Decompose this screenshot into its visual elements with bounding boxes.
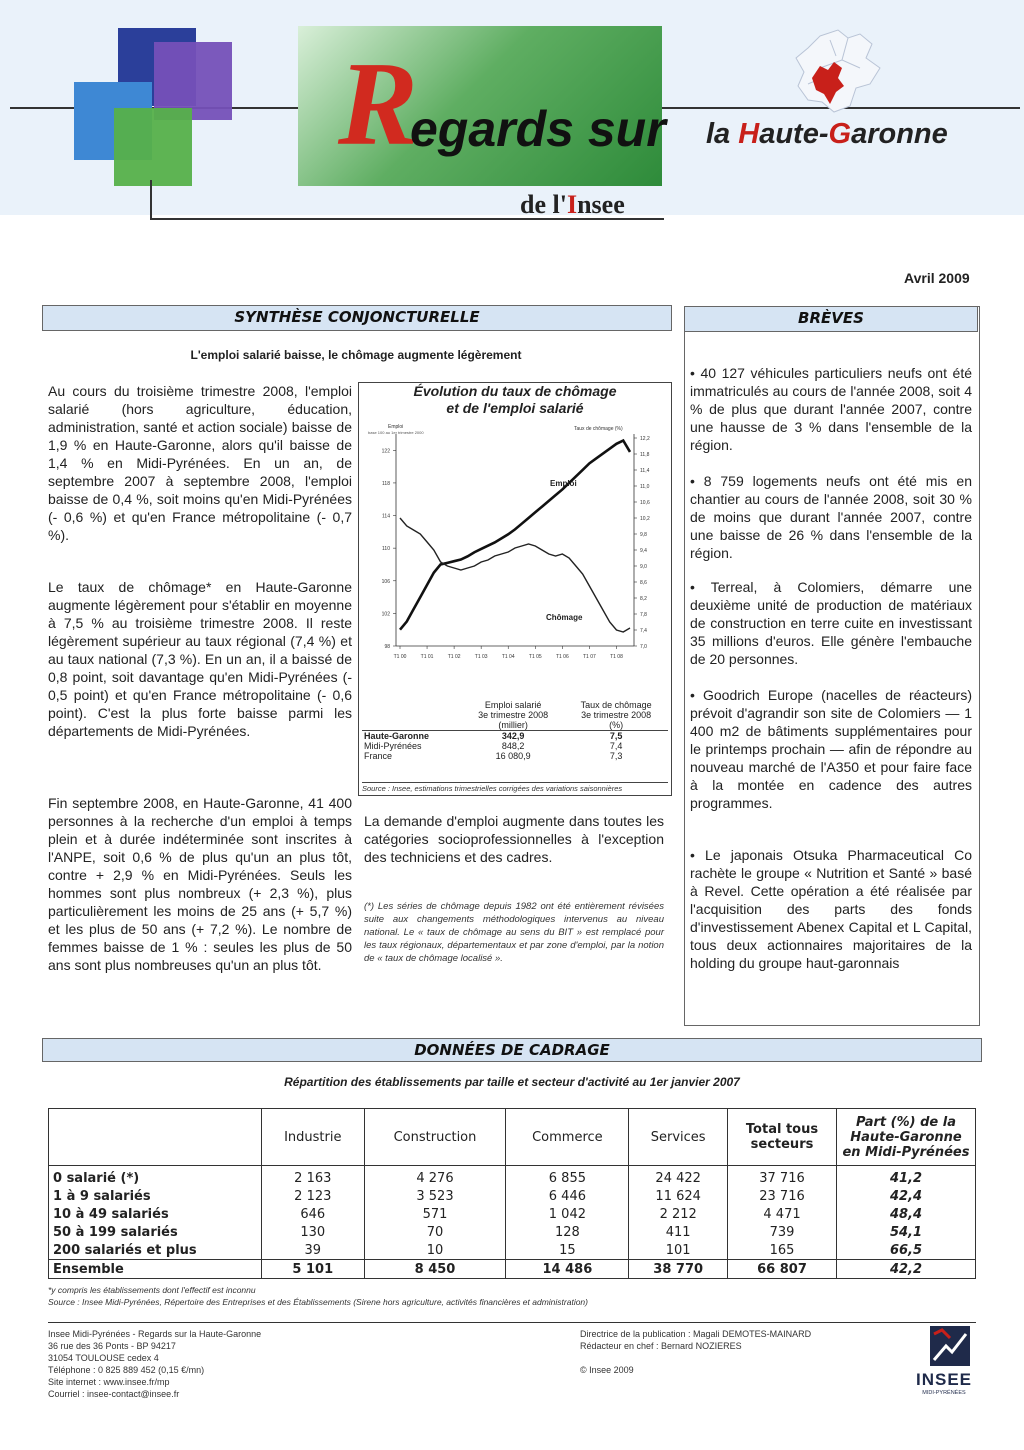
title-initial: R xyxy=(338,37,419,170)
region-mid: aute- xyxy=(759,118,829,150)
footer-credits xyxy=(580,1328,900,1376)
table-row xyxy=(49,1166,976,1188)
row-label: 50 à 199 salariés xyxy=(49,1223,262,1241)
cadrage-heading: DONNÉES DE CADRAGE xyxy=(42,1038,982,1062)
chart-title xyxy=(372,383,658,417)
left-tick-label: 114 xyxy=(382,513,390,520)
footer-address xyxy=(48,1328,428,1400)
cadrage-source: Source : Insee Midi-Pyrénées, Répertoire des Entreprises et des Établissements (Sirene hors agriculture, activités financières et administration) xyxy=(48,1297,588,1307)
right-tick-label: 9,8 xyxy=(640,532,647,538)
table-cell: 1 042 xyxy=(506,1205,629,1223)
region-g: G xyxy=(828,118,852,150)
publisher-rest: nsee xyxy=(577,190,625,219)
row-label: 1 à 9 salariés xyxy=(49,1187,262,1205)
right-tick-label: 10,2 xyxy=(640,516,650,522)
chart-title-line-1: Évolution du taux de chômage xyxy=(413,383,617,399)
col-header-part: Part (%) de la Haute-Garonne en Midi-Pyrénées xyxy=(837,1109,976,1166)
table-cell: 42,4 xyxy=(837,1187,976,1205)
mini-row-taux: 7,4 xyxy=(609,741,623,751)
mini-table-header-emploi xyxy=(462,700,564,731)
table-cell: 41,2 xyxy=(837,1166,976,1188)
right-tick-label: 8,6 xyxy=(640,580,647,586)
x-tick-label: T1 01 xyxy=(420,654,434,660)
table-cell: 646 xyxy=(262,1205,365,1223)
issue-date: Avril 2009 xyxy=(904,270,970,286)
left-tick-label: 106 xyxy=(381,578,390,585)
breve-item: • Goodrich Europe (nacelles de réacteurs) prévoit d'agrandir son site de Colomiers — 1 400 m2 de bâtiments supplémentaires pour le printemps prochain — afin de répondre au nouveau marché de l'A350 et pour faire face à la montée en cadence des autres programmes. xyxy=(690,687,972,811)
breve-item: • 40 127 véhicules particuliers neufs ont été immatriculés au cours de l'année 2008, soit 4 % de plus que durant l'année 2007, contre une hausse de 3 % dans l'ensemble de la région. xyxy=(690,365,972,453)
table-cell: 2 123 xyxy=(262,1187,365,1205)
x-tick-label: T1 04 xyxy=(501,654,515,660)
mini-row-label: France xyxy=(364,751,393,761)
x-tick-label: T1 06 xyxy=(555,654,569,660)
mini-h1-line-1: Emploi salarié xyxy=(484,700,542,710)
footer-line: Rédacteur en chef : Bernard NOZIERES xyxy=(580,1341,742,1351)
table-cell: 70 xyxy=(364,1223,506,1241)
left-tick-label: 98 xyxy=(384,644,390,650)
x-tick-label: T1 03 xyxy=(474,654,488,660)
region-map-icon xyxy=(790,28,886,114)
table-cell: 37 716 xyxy=(728,1166,837,1188)
right-tick-label: 11,0 xyxy=(640,484,650,490)
synthese-paragraph-3: Fin septembre 2008, en Haute-Garonne, 41 400 personnes à la recherche d'un emploi à temps plein et à durée indéterminée sont inscrites à l'ANPE, soit 0,6 % de plus qu'un an plus tôt, contre + 2,9 % en Midi-Pyrénées. Seuls les hommes sont plus nombreux (+ 2,3 %), plus particulièrement les moins de 25 ans (+ 5,7 %) et les plus de 50 ans (+ 7,2 %). Le nombre de femmes baisse de 1 % : seules les plus de 50 ans sont plus nombreuses qu'un an plus tôt. xyxy=(48,795,352,973)
logo-square-green xyxy=(114,108,192,186)
table-cell: 66,5 xyxy=(837,1241,976,1260)
x-tick-label: T1 05 xyxy=(528,654,542,660)
footer-line: 36 rue des 36 Ponts - BP 94217 xyxy=(48,1341,176,1351)
footer-line: Directrice de la publication : Magali DEMOTES-MAINARD xyxy=(580,1329,812,1339)
table-row xyxy=(362,731,668,742)
table-cell: 48,4 xyxy=(837,1205,976,1223)
insee-logo-sub: MIDI-PYRÉNÉES xyxy=(922,1390,966,1396)
x-tick-label: T1 00 xyxy=(393,654,407,660)
footer-line: Site internet : www.insee.fr/mp xyxy=(48,1377,170,1387)
chart-title-line-2: et de l'emploi salarié xyxy=(446,400,584,416)
insee-logo-icon xyxy=(930,1326,970,1366)
mini-h2-line-3: (%) xyxy=(609,720,624,730)
table-cell: 2 212 xyxy=(629,1205,728,1223)
table-cell: 128 xyxy=(506,1223,629,1241)
table-cell: 4 471 xyxy=(728,1205,837,1223)
mini-row-taux: 7,3 xyxy=(609,751,623,761)
row-label: Ensemble xyxy=(49,1260,262,1279)
breve-item: • Le japonais Otsuka Pharmaceutical Co rachète le groupe « Nutrition et Santé » basé à Revel. Cette opération a été réalisée par l'acquisition des parts des fonds d'investissement Abenex Capital et L Capital, tous deux actionnaires majoritaires de la holding du groupe haut-garonnais xyxy=(690,847,972,971)
left-tick-label: 118 xyxy=(382,480,390,487)
table-cell: 6 855 xyxy=(506,1166,629,1188)
right-tick-label: 10,6 xyxy=(640,500,650,506)
table-row xyxy=(49,1241,976,1260)
table-cell: 5 101 xyxy=(262,1260,365,1279)
chomage-footnote: (*) Les séries de chômage depuis 1982 ont été entièrement révisées suite aux changements méthodologiques intervenus au niveau national. Le « taux de chômage au sens du BIT » est remplacé pour les taux régionaux, départementaux et par zone d'emploi, par la notion de « taux de chômage localisé ». xyxy=(364,901,664,964)
table-cell: 571 xyxy=(364,1205,506,1223)
publisher-initial: I xyxy=(566,190,578,219)
right-tick-label: 11,4 xyxy=(640,468,650,474)
breve-item: • 8 759 logements neufs ont été mis en chantier au cours de l'année 2008, soit 30 % de moins que durant l'année 2007, contre une baisse de 26 % dans l'ensemble de la région. xyxy=(690,473,972,561)
series-label-emploi: Emploi xyxy=(550,479,577,489)
synthese-heading: SYNTHÈSE CONJONCTURELLE xyxy=(42,305,672,331)
breves-heading: BRÈVES xyxy=(684,306,978,332)
right-tick-label: 12,2 xyxy=(640,436,650,442)
col-header: Industrie xyxy=(262,1109,365,1166)
mini-row-emploi: 16 080,9 xyxy=(495,751,531,761)
publisher xyxy=(520,190,625,220)
region-name xyxy=(706,118,948,151)
table-cell: 23 716 xyxy=(728,1187,837,1205)
table-cell: 130 xyxy=(262,1223,365,1241)
series-chomage-line xyxy=(400,518,630,632)
table-row xyxy=(49,1223,976,1241)
left-axis-label: Emploi xyxy=(388,424,404,430)
col-header-total: Total tous secteurs xyxy=(728,1109,837,1166)
footer-line: 31054 TOULOUSE cedex 4 xyxy=(48,1353,159,1363)
region-post: aronne xyxy=(851,118,948,150)
table-cell: 39 xyxy=(262,1241,365,1260)
mini-table-header-taux xyxy=(564,700,668,731)
footer-line: © Insee 2009 xyxy=(580,1365,634,1375)
footer-line: Courriel : insee-contact@insee.fr xyxy=(48,1389,180,1399)
mini-row-emploi: 342,9 xyxy=(501,731,525,741)
cadrage-note: *y compris les établissements dont l'effectif est inconnu xyxy=(48,1285,256,1295)
table-row xyxy=(362,751,668,761)
right-tick-label: 9,4 xyxy=(640,548,647,554)
right-tick-label: 11,8 xyxy=(640,452,650,458)
breve-item: • Terreal, à Colomiers, démarre une deuxième unité de production de matériaux de construction en terre cuite en investissant 35 millions d'euros. Elle génère l'embauche de 20 personnes. xyxy=(690,579,972,667)
right-tick-label: 7,8 xyxy=(640,612,647,618)
synthese-paragraph-2: Le taux de chômage* en Haute-Garonne augmente légèrement pour s'établir en moyenne à 7,5 % au troisième trimestre 2008. Il reste légèrement supérieur au taux régional (7,4 %) et au taux national (7,3 %). En un an, il a baissé de 0,8 point, soit davantage qu'en Midi-Pyrénées (- 0,5 point) et qu'en France métropolitaine (- 0,6 point). C'est la plus forte baisse parmi les départements de Midi-Pyrénées. xyxy=(48,579,352,739)
footer-rule xyxy=(48,1322,976,1323)
right-tick-label: 8,2 xyxy=(640,596,647,602)
cadrage-table-title: Répartition des établissements par taille et secteur d'activité au 1er janvier 2007 xyxy=(284,1075,740,1089)
table-cell: 2 163 xyxy=(262,1166,365,1188)
mini-h2-line-1: Taux de chômage xyxy=(580,700,652,710)
mini-row-taux: 7,5 xyxy=(609,731,623,741)
left-axis-sublabel: base 100 au 1er trimestre 2000 xyxy=(368,430,424,435)
left-tick-label: 110 xyxy=(382,546,390,553)
col-header: Commerce xyxy=(506,1109,629,1166)
table-cell: 11 624 xyxy=(629,1187,728,1205)
row-label: 200 salariés et plus xyxy=(49,1241,262,1260)
table-cell: 4 276 xyxy=(364,1166,506,1188)
mini-table-source: Source : Insee, estimations trimestrielles corrigées des variations saisonnières xyxy=(362,782,668,793)
table-row xyxy=(49,1187,976,1205)
cadrage-table xyxy=(48,1108,976,1279)
mini-row-label: Midi-Pyrénées xyxy=(364,741,422,751)
publication-title: egards sur xyxy=(410,101,666,157)
table-row xyxy=(49,1205,976,1223)
table-row-total xyxy=(49,1260,976,1279)
footer-line: Insee Midi-Pyrénées - Regards sur la Haute-Garonne xyxy=(48,1329,262,1339)
right-tick-label: 7,4 xyxy=(640,628,647,634)
table-cell: 24 422 xyxy=(629,1166,728,1188)
table-cell: 38 770 xyxy=(629,1260,728,1279)
footer-line: Téléphone : 0 825 889 452 (0,15 €/mn) xyxy=(48,1365,205,1375)
mini-h1-line-3: (millier) xyxy=(498,720,528,730)
x-tick-label: T1 02 xyxy=(447,654,461,660)
row-label: 10 à 49 salariés xyxy=(49,1205,262,1223)
line-chart xyxy=(362,420,668,672)
region-pre: la xyxy=(706,118,739,150)
synthese-paragraph-1: Au cours du troisième trimestre 2008, l'emploi salarié (hors agriculture, éducation, administration, santé et action sociale) baisse de 1,9 % en Haute-Garonne, alors qu'il baisse de 1,4 % en Midi-Pyrénées. En un an, de septembre 2007 à septembre 2008, l'emploi baisse de 0,4 %, soit moins qu'en Midi-Pyrénées (- 0,6 %) et qu'en France métropolitaine (- 0,7 %). xyxy=(48,383,352,543)
right-tick-label: 9,0 xyxy=(640,564,647,570)
synthese-paragraph-4: La demande d'emploi augmente dans toutes les catégories socioprofessionnelles à l'exception des techniciens et des cadres. xyxy=(364,813,664,865)
mini-h2-line-2: 3e trimestre 2008 xyxy=(581,710,652,720)
corner-cell xyxy=(49,1109,262,1166)
row-label: 0 salarié (*) xyxy=(49,1166,262,1188)
table-cell: 739 xyxy=(728,1223,837,1241)
mini-row-label: Haute-Garonne xyxy=(364,731,430,741)
right-tick-label: 7,0 xyxy=(640,644,647,650)
left-tick-label: 122 xyxy=(381,448,390,455)
insee-logo-text: INSEE xyxy=(915,1370,973,1389)
table-cell: 15 xyxy=(506,1241,629,1260)
mini-h1-line-2: 3e trimestre 2008 xyxy=(478,710,549,720)
series-emploi-line xyxy=(400,441,630,630)
table-cell: 6 446 xyxy=(506,1187,629,1205)
footer-spacer xyxy=(580,1352,900,1364)
right-axis-label: Taux de chômage (%) xyxy=(574,426,623,432)
table-cell: 8 450 xyxy=(364,1260,506,1279)
mini-row-emploi: 848,2 xyxy=(501,741,525,751)
table-cell: 66 807 xyxy=(728,1260,837,1279)
table-row xyxy=(362,741,668,751)
x-tick-label: T1 07 xyxy=(583,654,596,660)
table-cell: 411 xyxy=(629,1223,728,1241)
publisher-prefix: de l' xyxy=(520,190,567,219)
table-cell: 10 xyxy=(364,1241,506,1260)
table-cell: 101 xyxy=(629,1241,728,1260)
table-cell: 54,1 xyxy=(837,1223,976,1241)
series-label-chomage: Chômage xyxy=(546,613,583,622)
table-cell: 14 486 xyxy=(506,1260,629,1279)
x-tick-label: T1 08 xyxy=(610,654,623,660)
synthese-subtitle: L'emploi salarié baisse, le chômage augmente légèrement xyxy=(190,348,522,362)
table-cell: 165 xyxy=(728,1241,837,1260)
col-header: Services xyxy=(629,1109,728,1166)
mini-table xyxy=(362,700,668,761)
col-header: Construction xyxy=(364,1109,506,1166)
region-h: H xyxy=(738,118,760,150)
table-cell: 42,2 xyxy=(837,1260,976,1279)
left-tick-label: 102 xyxy=(381,611,390,618)
table-cell: 3 523 xyxy=(364,1187,506,1205)
